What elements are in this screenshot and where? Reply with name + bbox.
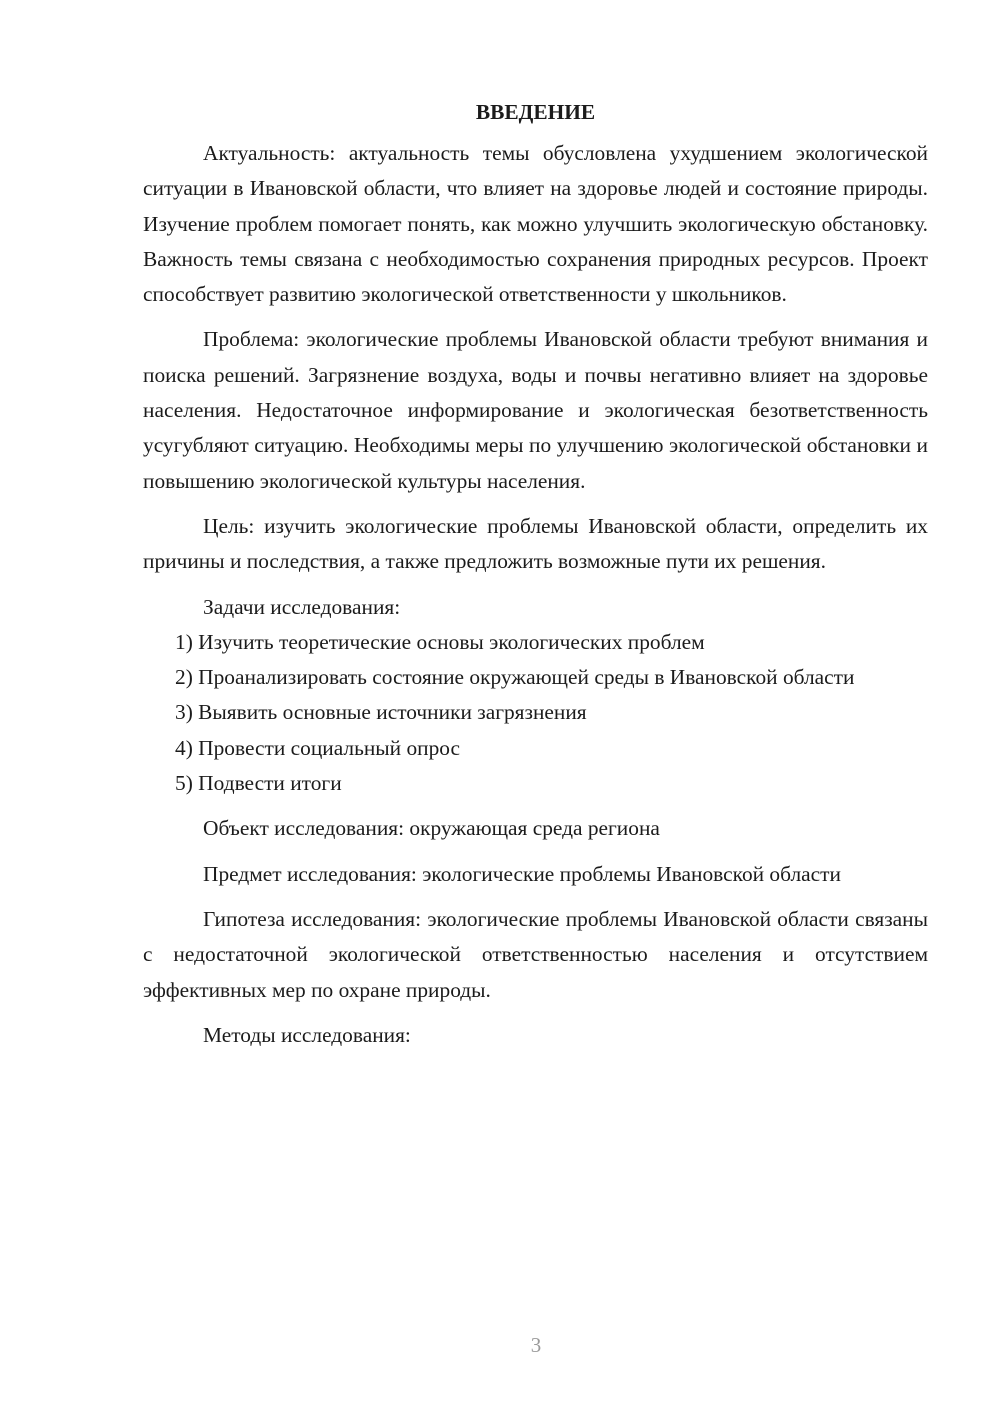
task-item-3: 3) Выявить основные источники загрязнения xyxy=(175,700,587,725)
research-object-paragraph: Объект исследования: окружающая среда региона xyxy=(203,816,660,841)
page-number: 3 xyxy=(530,1333,542,1357)
research-subject-paragraph: Предмет исследования: экологические проблемы Ивановской области xyxy=(203,861,841,886)
research-hypothesis-paragraph: Гипотеза исследования: экологические проблемы Ивановской области связаны с недостаточной экологической ответственностью населения и отсутствием эффективных мер по охране природы. xyxy=(143,906,928,1002)
research-methods-heading: Методы исследования: xyxy=(203,1022,411,1047)
task-item-4: 4) Провести социальный опрос xyxy=(175,735,461,760)
goal-paragraph: Цель: изучить экологические проблемы Ивановской области, определить их причины и последствия, а также предложить возможные пути их решения. xyxy=(143,513,928,574)
task-item-5: 5) Подвести итоги xyxy=(175,771,342,796)
tasks-heading: Задачи исследования: xyxy=(203,594,401,619)
page-content xyxy=(143,96,928,1053)
problem-paragraph: Проблема: экологические проблемы Ивановской области требуют внимания и поиска решений. Загрязнение воздуха, воды и почвы негативно влияет на здоровье населения. Недостаточное информирование и экологическая безответственность усугубляют ситуацию. Необходимы меры по улучшению экологической обстановки и повышению экологической культуры населения. xyxy=(143,327,928,493)
task-item-1: 1) Изучить теоретические основы экологических проблем xyxy=(175,629,705,654)
task-item-2: 2) Проанализировать состояние окружающей среды в Ивановской области xyxy=(175,665,855,690)
relevance-paragraph: Актуальность: актуальность темы обусловлена ухудшением экологической ситуации в Ивановской области, что влияет на здоровье людей и состояние природы. Изучение проблем помогает понять, как можно улучшить экологическую обстановку. Важность темы связана с необходимостью сохранения природных ресурсов. Проект способствует развитию экологической ответственности у школьников. xyxy=(143,141,928,307)
page-title: ВВЕДЕНИЕ xyxy=(475,100,596,124)
